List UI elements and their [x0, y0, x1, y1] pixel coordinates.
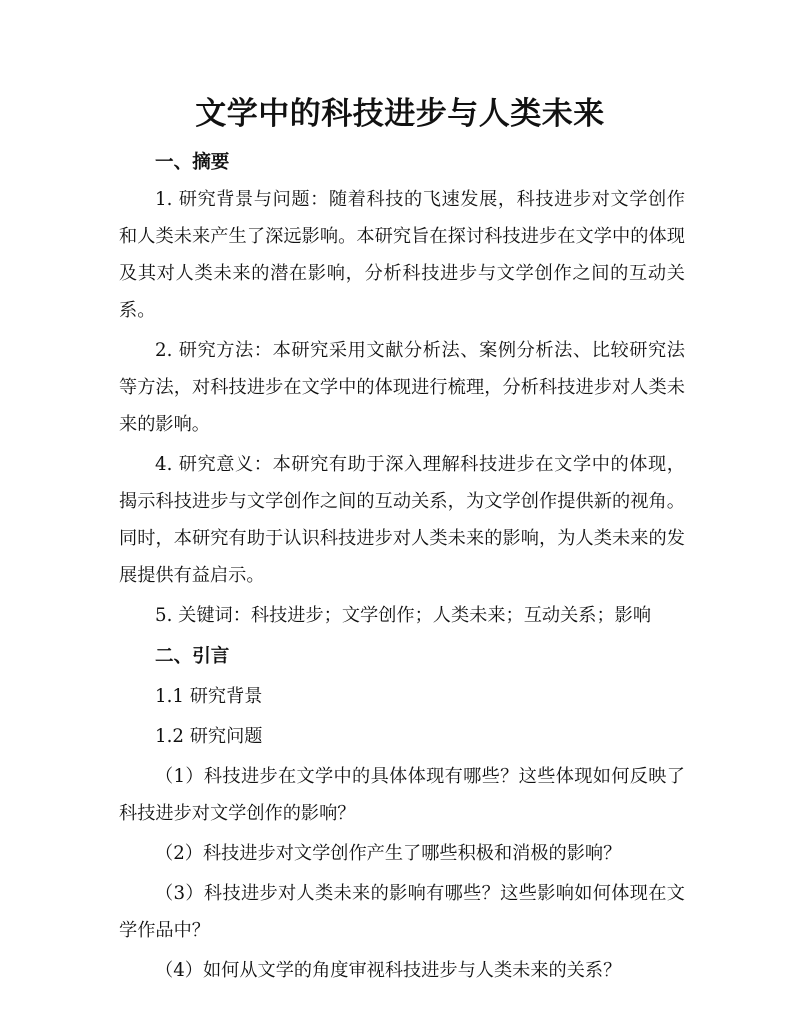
document-title: 文学中的科技进步与人类未来 [195, 96, 605, 132]
abstract-paragraph-1: 1. 研究背景与问题：随着科技的飞速发展，科技进步对文学创作和人类未来产生了深远影响。本研究旨在探讨科技进步在文学中的体现及其对人类未来的潜在影响，分析科技进步与文学创作之间的互动关系。 [119, 189, 685, 321]
abstract-keywords: 5. 关键词：科技进步；文学创作；人类未来；互动关系；影响 [155, 605, 652, 626]
research-question-4: （4）如何从文学的角度审视科技进步与人类未来的关系？ [155, 960, 622, 981]
research-question-1: （1）科技进步在文学中的具体体现有哪些？这些体现如何反映了科技进步对文学创作的影响？ [119, 766, 685, 824]
section-heading-intro: 二、引言 [155, 646, 230, 667]
abstract-paragraph-3: 4. 研究意义：本研究有助于深入理解科技进步在文学中的体现，揭示科技进步与文学创作之间的互动关系，为文学创作提供新的视角。同时，本研究有助于认识科技进步对人类未来的影响，为人类未来的发展提供有益启示。 [119, 454, 685, 586]
intro-subheading-questions: 1.2 研究问题 [155, 726, 263, 747]
research-question-2: （2）科技进步对文学创作产生了哪些积极和消极的影响？ [155, 843, 622, 864]
document-body [119, 144, 685, 989]
research-question-3: （3）科技进步对人类未来的影响有哪些？这些影响如何体现在文学作品中？ [119, 883, 685, 941]
abstract-paragraph-2: 2. 研究方法：本研究采用文献分析法、案例分析法、比较研究法等方法，对科技进步在文学中的体现进行梳理，分析科技进步对人类未来的影响。 [119, 340, 685, 435]
section-heading-abstract: 一、摘要 [155, 152, 230, 173]
intro-subheading-background: 1.1 研究背景 [155, 686, 263, 707]
